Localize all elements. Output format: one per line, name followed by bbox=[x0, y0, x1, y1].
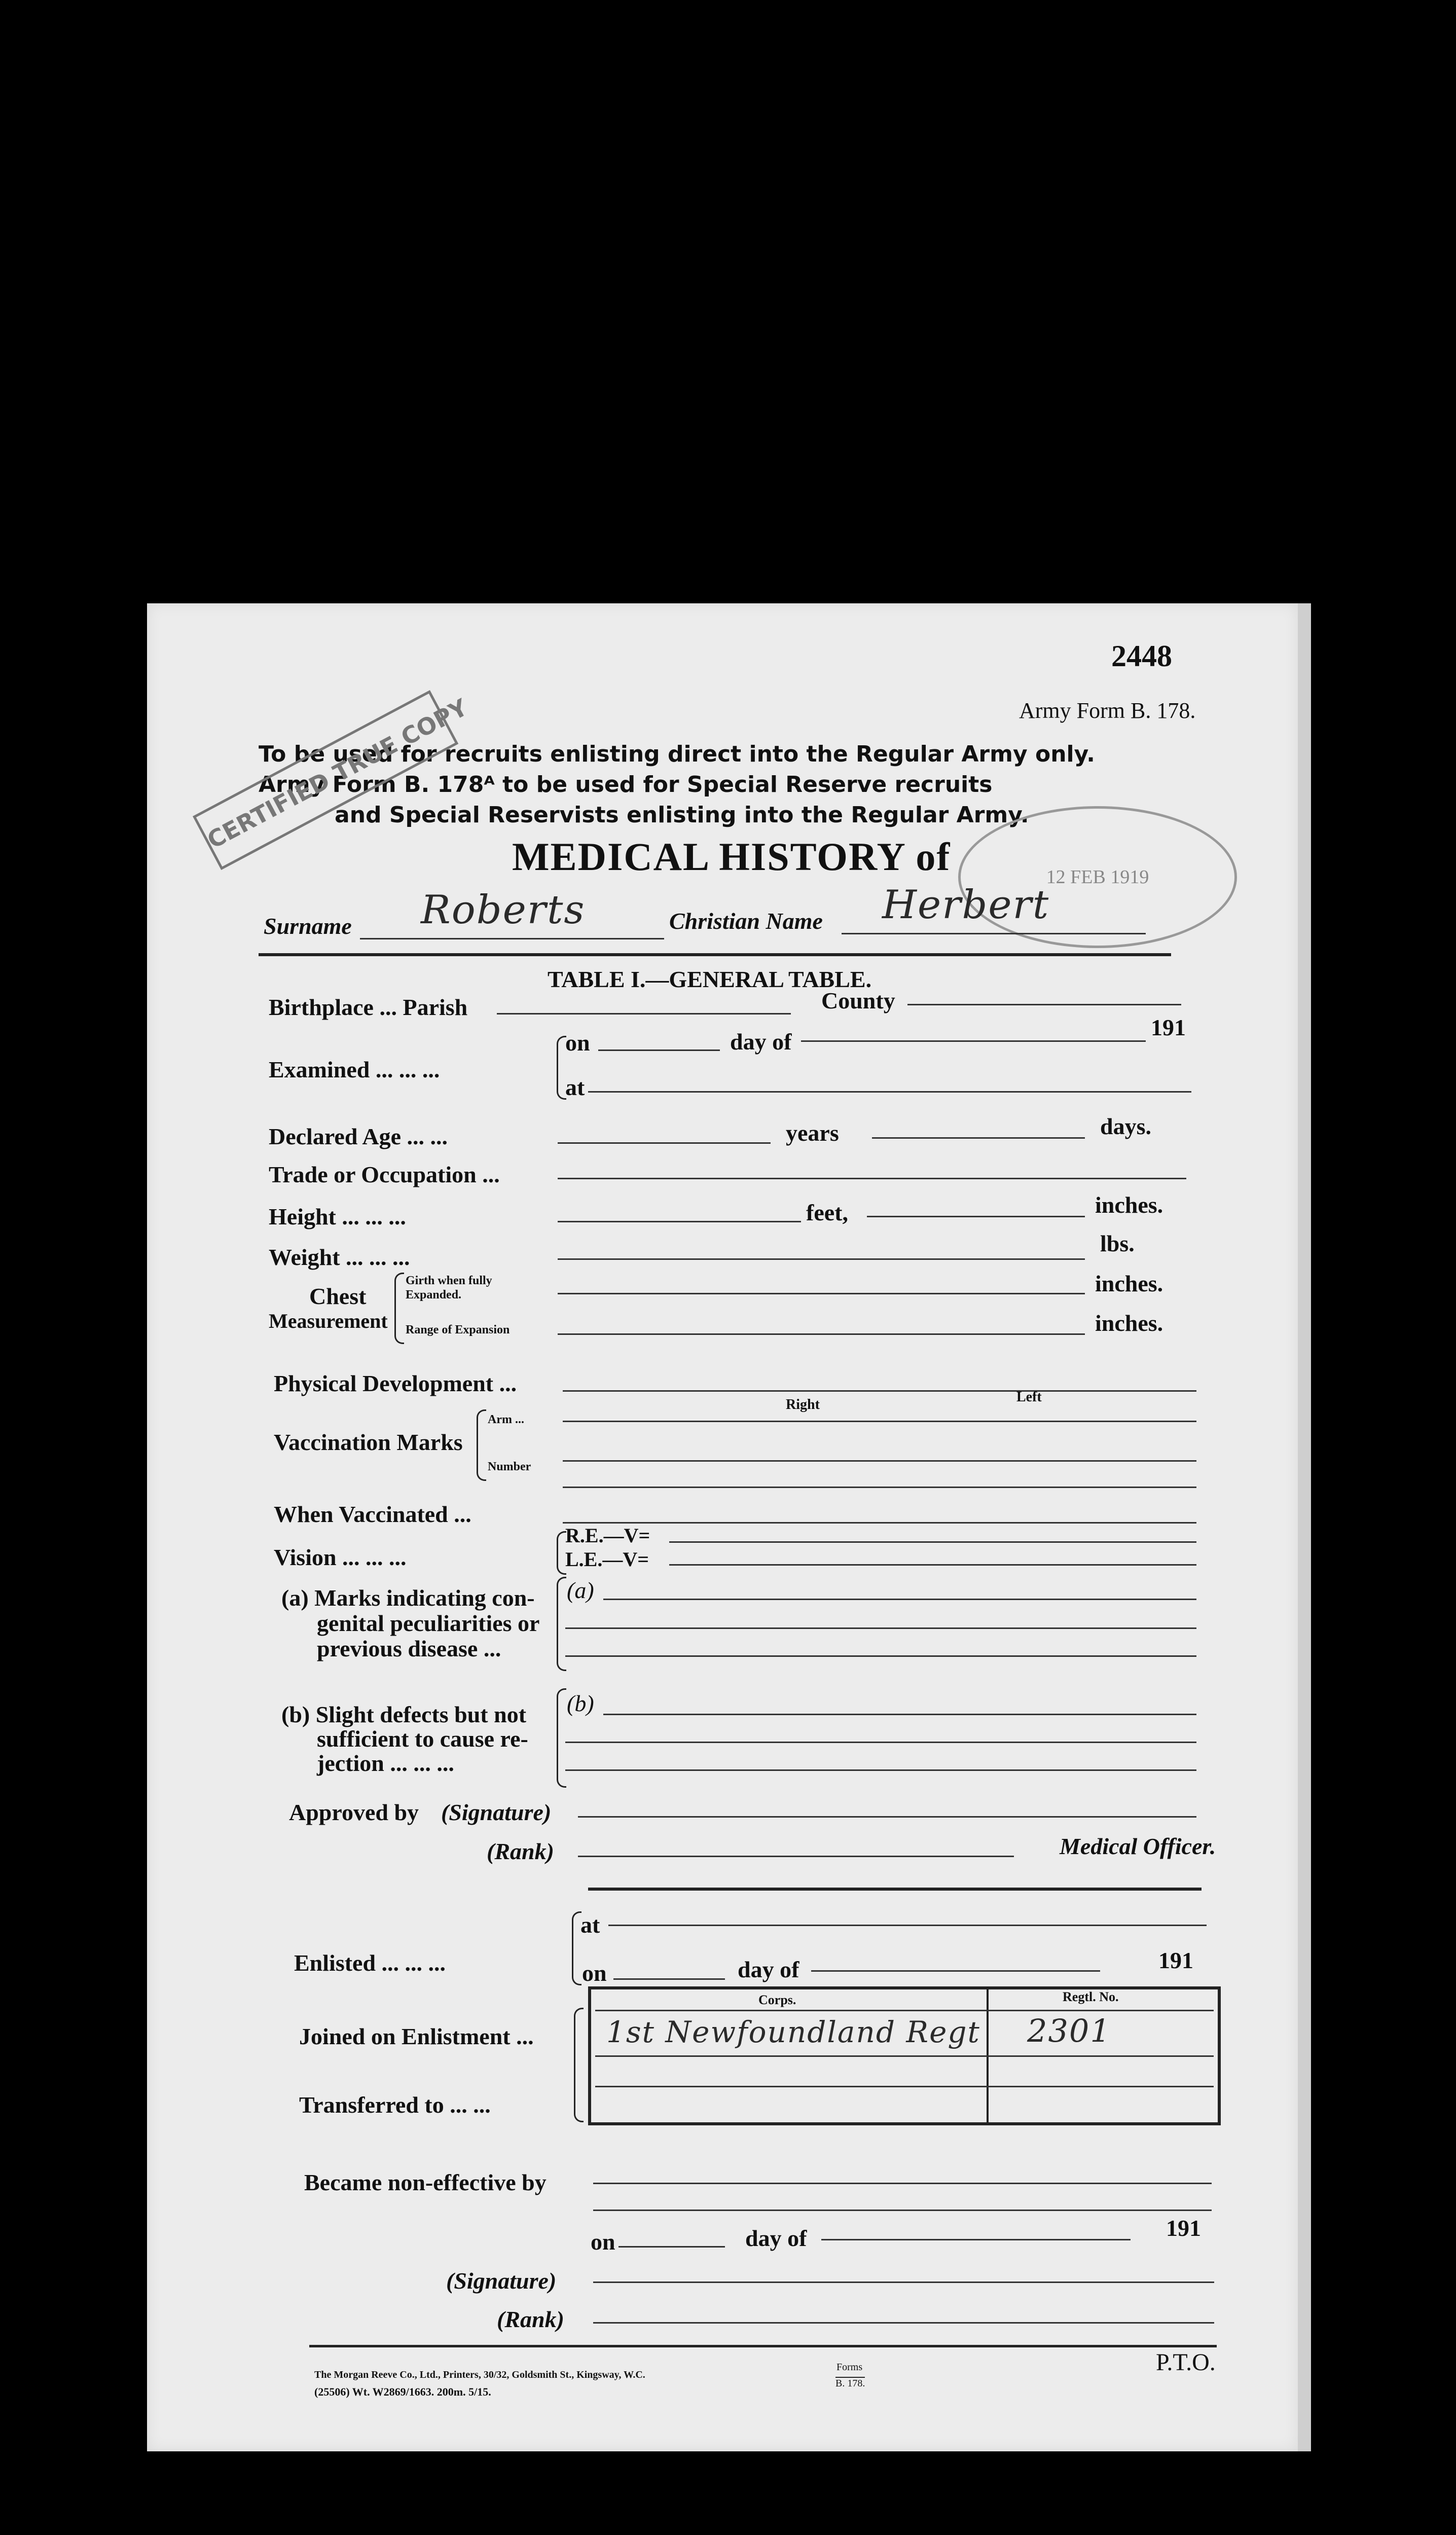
regtl-no-value: 2301 bbox=[1027, 2012, 1111, 2049]
corps-table bbox=[588, 1986, 1221, 2125]
vaccination-marks-label: Vaccination Marks bbox=[274, 1429, 463, 1455]
examined-at: at bbox=[565, 1074, 585, 1100]
weight-label: Weight ... ... ... bbox=[269, 1244, 410, 1270]
range-label: Range of Expansion bbox=[406, 1323, 510, 1336]
certified-copy-stamp: CERTIFIED TRUE COPY bbox=[193, 690, 458, 870]
marks-b-line3: jection ... ... ... bbox=[317, 1750, 454, 1776]
trade-label: Trade or Occupation ... bbox=[269, 1162, 500, 1187]
feet-label: feet, bbox=[806, 1200, 848, 1225]
marks-b-marker: (b) bbox=[567, 1690, 594, 1716]
medical-history-form bbox=[147, 603, 1311, 2451]
regtl-no-header: Regtl. No. bbox=[1063, 1989, 1119, 2004]
non-effective-rank-label: (Rank) bbox=[497, 2306, 564, 2332]
enlisted-year: 191 bbox=[1158, 1947, 1193, 1973]
instruction-line-1: To be used for recruits enlisting direct into the Regular Army only. bbox=[259, 741, 1095, 767]
non-effective-year: 191 bbox=[1166, 2215, 1201, 2241]
christian-name-label: Christian Name bbox=[669, 908, 823, 934]
marks-a-line3: previous disease ... bbox=[317, 1636, 501, 1661]
arm-label: Arm ... bbox=[488, 1413, 524, 1426]
medical-officer-label: Medical Officer. bbox=[1060, 1833, 1216, 1859]
height-inches-label: inches. bbox=[1095, 1192, 1163, 1218]
county-label: County bbox=[821, 988, 895, 1013]
examined-on: on bbox=[565, 1030, 590, 1056]
enlisted-label: Enlisted ... ... ... bbox=[294, 1950, 446, 1976]
enlisted-at: at bbox=[580, 1912, 600, 1938]
declared-age-label: Declared Age ... ... bbox=[269, 1124, 448, 1149]
christian-name-value: Herbert bbox=[882, 882, 1050, 928]
instruction-line-2: Army Form B. 178ᴬ to be used for Special Reserve recruits bbox=[259, 772, 993, 798]
when-vaccinated-label: When Vaccinated ... bbox=[274, 1501, 471, 1527]
vision-label: Vision ... ... ... bbox=[274, 1544, 407, 1570]
examined-label: Examined ... ... ... bbox=[269, 1057, 440, 1082]
chest-label: Chest bbox=[309, 1283, 367, 1309]
days-label: days. bbox=[1100, 1113, 1151, 1139]
non-effective-on: on bbox=[591, 2229, 615, 2255]
left-eye-vision: L.E.—V= bbox=[565, 1548, 649, 1571]
approved-signature-label: (Signature) bbox=[441, 1799, 552, 1825]
pto-label: P.T.O. bbox=[1156, 2349, 1216, 2376]
surname-label: Surname bbox=[264, 913, 352, 939]
printer-line-2: (25506) Wt. W2869/1663. 200m. 5/15. bbox=[314, 2385, 491, 2398]
girth-label: Girth when fully Expanded. bbox=[406, 1274, 492, 1301]
approved-by-label: Approved by bbox=[289, 1799, 419, 1825]
printer-line-1: The Morgan Reeve Co., Ltd., Printers, 30/32, Goldsmith St., Kingsway, W.C. bbox=[314, 2369, 645, 2380]
forms-code: B. 178. bbox=[835, 2378, 865, 2389]
enlisted-on: on bbox=[582, 1960, 607, 1986]
lbs-label: lbs. bbox=[1100, 1230, 1135, 1256]
girth-inches-label: inches. bbox=[1095, 1271, 1163, 1296]
non-effective-signature-label: (Signature) bbox=[446, 2268, 557, 2294]
non-effective-label: Became non-effective by bbox=[304, 2169, 547, 2195]
joined-on-enlistment-label: Joined on Enlistment ... bbox=[299, 2023, 534, 2049]
height-label: Height ... ... ... bbox=[269, 1204, 406, 1229]
right-label: Right bbox=[786, 1397, 820, 1413]
marks-b-line2: sufficient to cause re- bbox=[317, 1726, 528, 1752]
marks-a-line1: (a) Marks indicating con- bbox=[281, 1585, 535, 1611]
left-label: Left bbox=[1016, 1389, 1042, 1405]
corps-value: 1st Newfoundland Regt bbox=[606, 2015, 980, 2049]
physical-development-label: Physical Development ... bbox=[274, 1370, 517, 1396]
forms-label: Forms bbox=[836, 2362, 863, 2373]
surname-value: Roberts bbox=[421, 887, 586, 933]
approved-rank-label: (Rank) bbox=[487, 1838, 554, 1864]
marks-a-line2: genital peculiarities or bbox=[317, 1610, 540, 1636]
measurement-label: Measurement bbox=[269, 1310, 388, 1332]
marks-b-line1: (b) Slight defects but not bbox=[281, 1701, 527, 1727]
page-number: 2448 bbox=[1111, 639, 1172, 673]
instruction-line-3: and Special Reservists enlisting into the Regular Army. bbox=[335, 802, 1029, 828]
examined-day-of: day of bbox=[730, 1029, 792, 1055]
form-title: MEDICAL HISTORY of bbox=[512, 835, 951, 879]
form-id: Army Form B. 178. bbox=[1019, 698, 1196, 723]
years-label: years bbox=[786, 1120, 839, 1146]
corps-header: Corps. bbox=[758, 1993, 796, 2007]
transferred-to-label: Transferred to ... ... bbox=[299, 2092, 491, 2118]
range-inches-label: inches. bbox=[1095, 1310, 1163, 1336]
examined-year: 191 bbox=[1151, 1015, 1186, 1040]
right-eye-vision: R.E.—V= bbox=[565, 1524, 650, 1547]
marks-a-marker: (a) bbox=[567, 1577, 594, 1603]
date-stamp: 12 FEB 1919 bbox=[958, 806, 1237, 948]
number-label: Number bbox=[488, 1460, 531, 1473]
table-heading: TABLE I.—GENERAL TABLE. bbox=[548, 966, 872, 992]
birthplace-label: Birthplace ... Parish bbox=[269, 994, 468, 1020]
enlisted-day-of: day of bbox=[738, 1957, 799, 1982]
non-effective-day-of: day of bbox=[745, 2225, 807, 2251]
